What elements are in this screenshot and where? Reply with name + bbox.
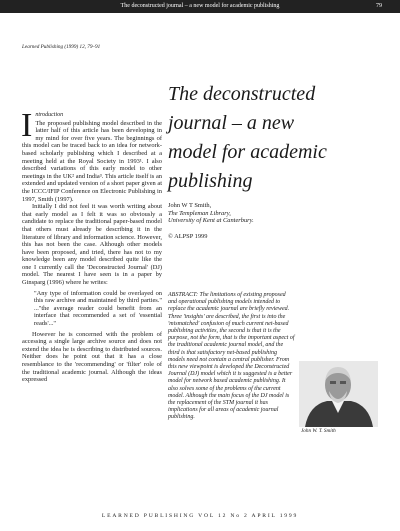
drop-cap: I bbox=[21, 107, 33, 144]
article-title bbox=[168, 80, 378, 196]
photo-caption: John W. T. Smith bbox=[301, 428, 336, 434]
page-number: 79 bbox=[376, 3, 382, 9]
title-line: publishing bbox=[168, 170, 253, 192]
body-paragraph: The proposed publishing model described in the latter half of this article has been developing in my mind for over five years. The beginnings of this model can be traced back to an idea for network-based scholarly publishing which I described at a meeting held at the Royal Society in 1993¹. I also described variations of this early model to other meetings in the UK² and India³. This article itself is an extended and updated version of a short paper given at the ICCC/IFIP Conference on Electronic Publishing in 1997, Smith (1997). bbox=[22, 119, 162, 203]
body-column bbox=[21, 107, 162, 384]
author-affiliation: The Templeman Library, bbox=[168, 209, 231, 217]
author-name: John W T Smith, bbox=[168, 202, 212, 209]
running-title: The deconstructed journal – a new model for academic publishing bbox=[120, 3, 280, 9]
block-quote: "Any type of information could be overlayed on this raw archive and maintained by third parties." ..."the average reader could benefit from an interface that recommended a set of 'essential reads'..." bbox=[34, 289, 162, 328]
page-footer: LEARNED PUBLISHING VOL 12 No 2 APRIL 1999 bbox=[101, 513, 299, 519]
running-header-bar bbox=[0, 0, 400, 13]
author-institution: University of Kent at Canterbury. bbox=[168, 217, 254, 225]
title-line: The deconstructed bbox=[168, 83, 316, 105]
portrait-image bbox=[299, 361, 378, 427]
author-photo bbox=[299, 361, 378, 427]
title-line: journal – a new bbox=[168, 112, 295, 134]
section-heading: ntroduction bbox=[35, 112, 64, 118]
title-block bbox=[168, 80, 378, 240]
journal-reference: Learned Publishing (1999) 12, 79–91 bbox=[22, 44, 101, 50]
copyright-notice: © ALPSP 1999 bbox=[168, 232, 208, 240]
body-paragraph: Initially I did not feel it was worth writing about that early model as I felt it was so obviously a candidate to replace the traditional paper-based model that others must already be describing it in the literature of library and information science. However, this has not been the case. Although other models have been proposed, and tried, there has not to my knowledge been any model described quite like the one I currently call the 'Deconstructed Journal' (DJ) model. The nearest I have seen is in a paper by Ginsparg (1996) where he writes: bbox=[22, 203, 162, 287]
author-block bbox=[168, 202, 378, 225]
abstract: ABSTRACT: The limitations of existing proposed and operational publishing models intended to replace the academic journal are briefly reviewed. Three 'insights' are described, the first is into the 'mismatched' confusion of much current net-based publishing activities, the second is that it is the purpose, not the form, that is the important aspect of the traditional academic journal model, and the third is that satisfactory net-based publishing models need not contain a central publisher. From this new viewpoint is developed the Deconstructed Journal (DJ) model which it is suggested is a better model for network based academic publishing. It also solves some of the problems of the current model. Although the main focus of the DJ model is the replacement of the STM journal it has implications for all areas of academic journal publishing. bbox=[168, 292, 295, 421]
body-paragraph: However he is concerned with the problem of accessing a single large archive source and does not extend the idea he is describing to distributed sources. Neither does he point out that it has a close resemblance to the 'recommending' or 'filter' role of the traditional academic journal. Although the ideas expressed bbox=[22, 330, 162, 384]
title-line: model for academic bbox=[168, 141, 327, 163]
